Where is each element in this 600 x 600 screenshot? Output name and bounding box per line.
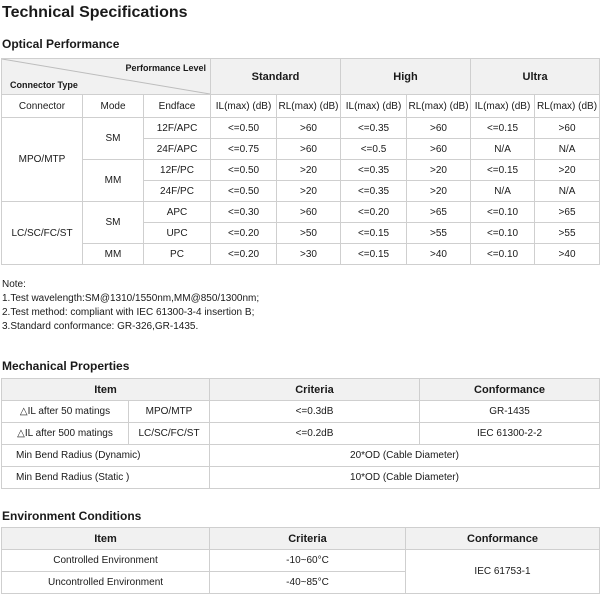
standard-il-cell: <=0.30 xyxy=(211,202,277,223)
ultra-il-cell: N/A xyxy=(471,139,535,160)
optical-heading: Optical Performance xyxy=(2,37,120,51)
optical-row xyxy=(2,244,600,265)
performance-level-label: Performance Level xyxy=(125,63,207,73)
endface-cell: UPC xyxy=(144,223,211,244)
page-title: Technical Specifications xyxy=(2,4,188,21)
endface-cell: 12F/PC xyxy=(144,160,211,181)
subheader-ultra-il: IL(max) (dB) xyxy=(471,95,535,118)
ultra-il-cell: <=0.10 xyxy=(471,223,535,244)
mechanical-header-item: Item xyxy=(2,379,210,401)
ultra-rl-cell: N/A xyxy=(535,139,600,160)
endface-cell: 24F/APC xyxy=(144,139,211,160)
environment-item: Uncontrolled Environment xyxy=(2,572,210,594)
mechanical-header-conformance: Conformance xyxy=(420,379,600,401)
optical-row xyxy=(2,160,600,181)
subheader-high-il: IL(max) (dB) xyxy=(341,95,407,118)
standard-rl-cell: >20 xyxy=(277,160,341,181)
mechanical-item: △IL after 500 matings xyxy=(2,423,129,445)
endface-cell: APC xyxy=(144,202,211,223)
standard-rl-cell: >20 xyxy=(277,181,341,202)
standard-il-cell: <=0.20 xyxy=(211,223,277,244)
high-il-cell: <=0.35 xyxy=(341,118,407,139)
ultra-il-cell: <=0.15 xyxy=(471,118,535,139)
standard-rl-cell: >60 xyxy=(277,139,341,160)
high-il-cell: <=0.5 xyxy=(341,139,407,160)
high-il-cell: <=0.35 xyxy=(341,181,407,202)
high-rl-cell: >40 xyxy=(407,244,471,265)
subheader-standard-rl: RL(max) (dB) xyxy=(277,95,341,118)
bend-radius-value: 20*OD (Cable Diameter) xyxy=(210,445,600,467)
mechanical-conformance: IEC 61300-2-2 xyxy=(420,423,600,445)
bend-radius-item: Min Bend Radius (Static ) xyxy=(2,467,210,489)
environment-heading: Environment Conditions xyxy=(2,509,142,523)
subheader-connector: Connector xyxy=(2,95,83,118)
ultra-rl-cell: >60 xyxy=(535,118,600,139)
bend-radius-item: Min Bend Radius (Dynamic) xyxy=(2,445,210,467)
connector-cell: MPO/MTP xyxy=(2,118,83,202)
standard-il-cell: <=0.50 xyxy=(211,181,277,202)
standard-rl-cell: >60 xyxy=(277,202,341,223)
environment-header-conformance: Conformance xyxy=(406,528,600,550)
ultra-rl-cell: N/A xyxy=(535,181,600,202)
ultra-il-cell: <=0.10 xyxy=(471,202,535,223)
high-il-cell: <=0.15 xyxy=(341,244,407,265)
high-rl-cell: >20 xyxy=(407,181,471,202)
ultra-rl-cell: >55 xyxy=(535,223,600,244)
connector-type-label: Connector Type xyxy=(10,80,78,90)
high-il-cell: <=0.35 xyxy=(341,160,407,181)
environment-item: Controlled Environment xyxy=(2,550,210,572)
environment-header-item: Item xyxy=(2,528,210,550)
high-rl-cell: >55 xyxy=(407,223,471,244)
high-rl-cell: >65 xyxy=(407,202,471,223)
mode-cell: MM xyxy=(83,160,144,202)
mechanical-connector-type: LC/SC/FC/ST xyxy=(129,423,210,445)
environment-header-criteria: Criteria xyxy=(210,528,406,550)
subheader-high-rl: RL(max) (dB) xyxy=(407,95,471,118)
endface-cell: 24F/PC xyxy=(144,181,211,202)
high-il-cell: <=0.20 xyxy=(341,202,407,223)
environment-criteria: -40~85°C xyxy=(210,572,406,594)
notes xyxy=(2,278,259,334)
standard-il-cell: <=0.20 xyxy=(211,244,277,265)
ultra-il-cell: <=0.10 xyxy=(471,244,535,265)
high-rl-cell: >60 xyxy=(407,118,471,139)
note-line: 3.Standard conformance: GR-326,GR-1435. xyxy=(2,321,199,332)
mechanical-heading: Mechanical Properties xyxy=(2,359,130,373)
subheader-endface: Endface xyxy=(144,95,211,118)
mechanical-criteria: <=0.3dB xyxy=(210,401,420,423)
standard-il-cell: <=0.50 xyxy=(211,160,277,181)
high-rl-cell: >60 xyxy=(407,139,471,160)
connector-cell: LC/SC/FC/ST xyxy=(2,202,83,265)
mode-cell: SM xyxy=(83,202,144,244)
mechanical-connector-type: MPO/MTP xyxy=(129,401,210,423)
mode-cell: MM xyxy=(83,244,144,265)
mechanical-criteria: <=0.2dB xyxy=(210,423,420,445)
high-rl-cell: >20 xyxy=(407,160,471,181)
subheader-standard-il: IL(max) (dB) xyxy=(211,95,277,118)
ultra-il-cell: N/A xyxy=(471,181,535,202)
subheader-mode: Mode xyxy=(83,95,144,118)
note-line: 1.Test wavelength:SM@1310/1550nm,MM@850/1300nm; xyxy=(2,293,260,304)
environment-conformance: IEC 61753-1 xyxy=(406,550,600,594)
optical-row xyxy=(2,202,600,223)
environment-criteria: -10~60°C xyxy=(210,550,406,572)
endface-cell: 12F/APC xyxy=(144,118,211,139)
subheader-ultra-rl: RL(max) (dB) xyxy=(535,95,600,118)
mechanical-table xyxy=(1,378,600,489)
ultra-rl-cell: >20 xyxy=(535,160,600,181)
standard-rl-cell: >60 xyxy=(277,118,341,139)
optical-row xyxy=(2,118,600,139)
bend-radius-value: 10*OD (Cable Diameter) xyxy=(210,467,600,489)
mechanical-conformance: GR-1435 xyxy=(420,401,600,423)
high-il-cell: <=0.15 xyxy=(341,223,407,244)
note-line: 2.Test method: compliant with IEC 61300-3-4 insertion B; xyxy=(2,307,255,318)
endface-cell: PC xyxy=(144,244,211,265)
optical-table xyxy=(1,58,600,265)
level-high: High xyxy=(341,59,471,95)
standard-il-cell: <=0.50 xyxy=(211,118,277,139)
note-title: Note: xyxy=(2,279,26,290)
environment-table xyxy=(1,527,600,594)
level-ultra: Ultra xyxy=(471,59,600,95)
ultra-rl-cell: >40 xyxy=(535,244,600,265)
mechanical-header-criteria: Criteria xyxy=(210,379,420,401)
header-corner-cell xyxy=(2,59,211,95)
standard-il-cell: <=0.75 xyxy=(211,139,277,160)
level-standard: Standard xyxy=(211,59,341,95)
standard-rl-cell: >30 xyxy=(277,244,341,265)
mode-cell: SM xyxy=(83,118,144,160)
mechanical-item: △IL after 50 matings xyxy=(2,401,129,423)
ultra-rl-cell: >65 xyxy=(535,202,600,223)
standard-rl-cell: >50 xyxy=(277,223,341,244)
ultra-il-cell: <=0.15 xyxy=(471,160,535,181)
